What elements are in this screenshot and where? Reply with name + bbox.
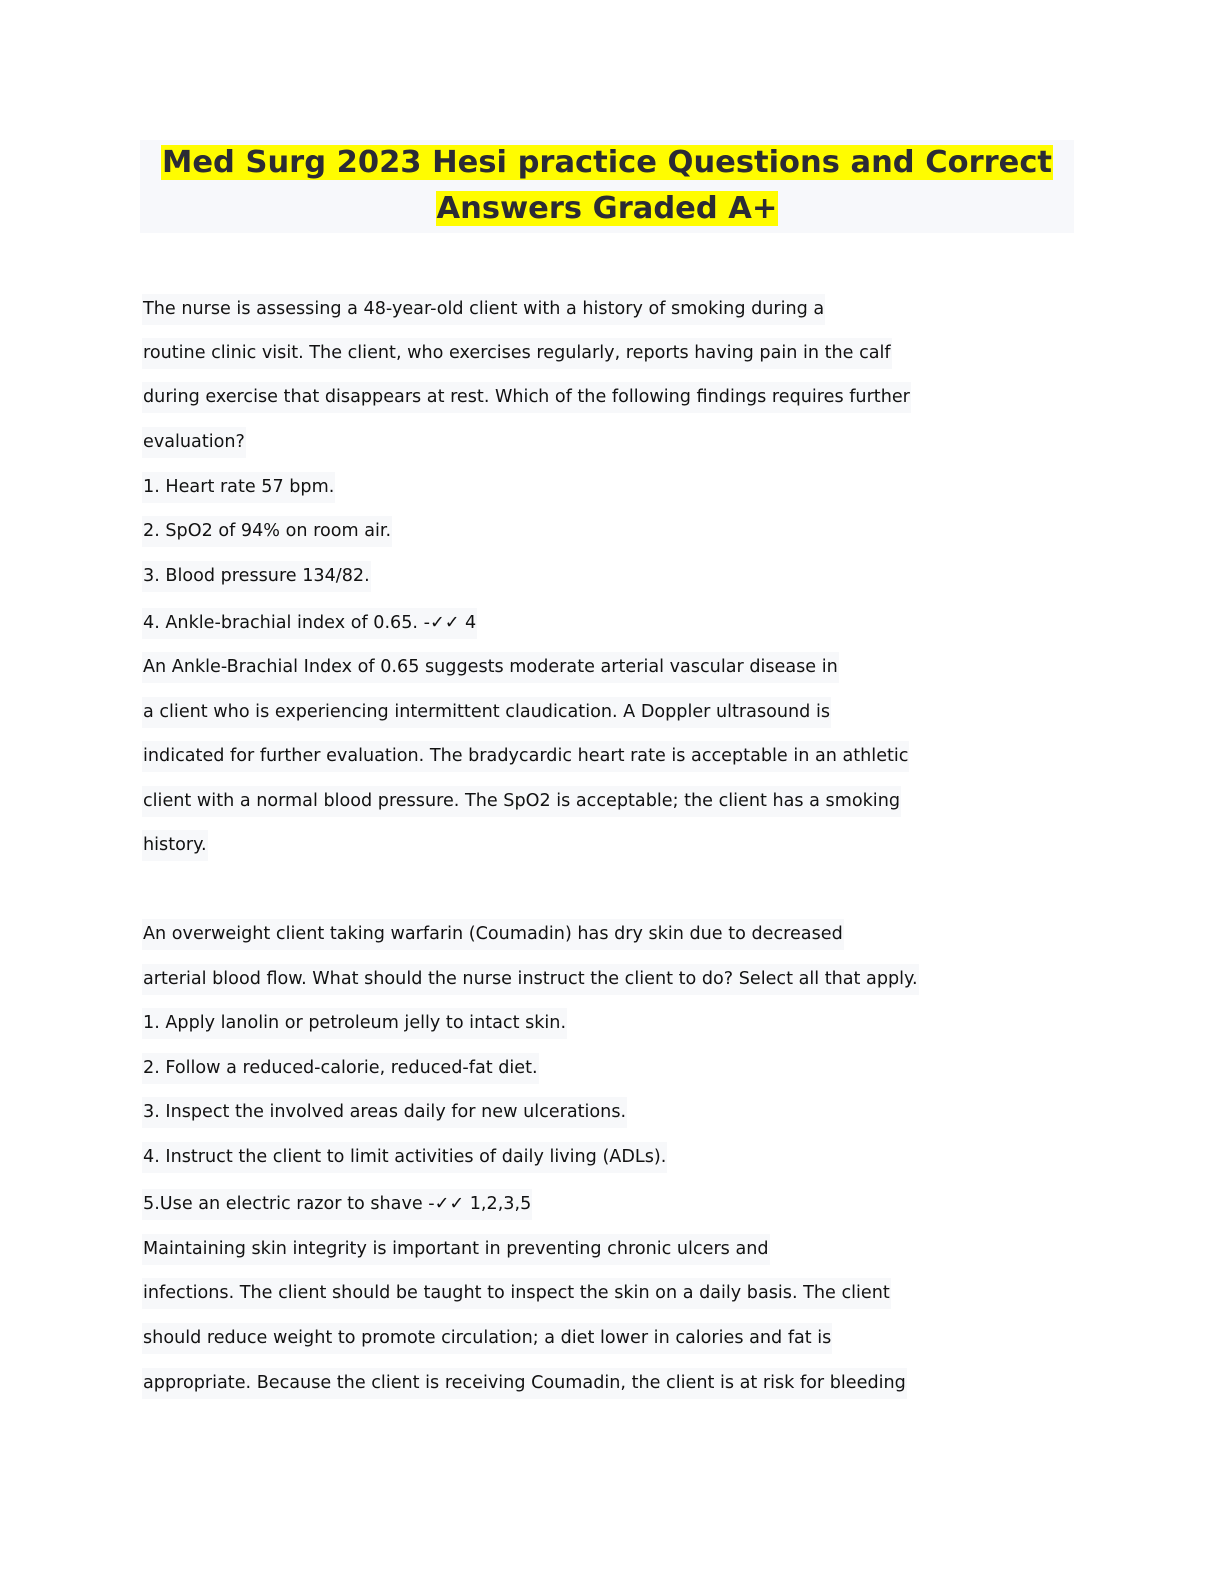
question-1-stem-line: routine clinic visit. The client, who exercises regularly, reports having pain in the calf [142, 338, 892, 369]
question-2-stem-line: An overweight client taking warfarin (Coumadin) has dry skin due to decreased [142, 919, 844, 950]
question-2-option: 4. Instruct the client to limit activities of daily living (ADLs). [142, 1142, 667, 1173]
question-2-option-last: 5.Use an electric razor to shave - [143, 1194, 435, 1214]
question-2-rationale-line: infections. The client should be taught to inspect the skin on a daily basis. The client [142, 1278, 891, 1309]
question-1-rationale-line: indicated for further evaluation. The bradycardic heart rate is acceptable in an athletic [142, 741, 909, 772]
question-2-option: 3. Inspect the involved areas daily for new ulcerations. [142, 1097, 627, 1128]
question-1-rationale-line: history. [142, 830, 208, 861]
question-1-answer-line [142, 608, 477, 639]
question-1-option: 2. SpO2 of 94% on room air. [142, 516, 392, 547]
question-2-rationale-line: Maintaining skin integrity is important in preventing chronic ulcers and [142, 1234, 770, 1265]
question-2-option: 1. Apply lanolin or petroleum jelly to intact skin. [142, 1008, 567, 1039]
question-1-answer: 4 [459, 613, 477, 633]
question-1-stem-line: The nurse is assessing a 48-year-old client with a history of smoking during a [142, 294, 825, 325]
question-2-option: 2. Follow a reduced-calorie, reduced-fat diet. [142, 1053, 539, 1084]
question-2-answer-line [142, 1189, 532, 1220]
question-2-stem-line: arterial blood flow. What should the nurse instruct the client to do? Select all that apply. [142, 964, 919, 995]
question-1-stem-line: during exercise that disappears at rest. Which of the following findings requires further [142, 382, 911, 413]
question-1-stem-line: evaluation? [142, 427, 246, 458]
question-1-rationale-line: An Ankle-Brachial Index of 0.65 suggests moderate arterial vascular disease in [142, 652, 839, 683]
checkmark-icon: ✓✓ [429, 613, 460, 633]
checkmark-icon: ✓✓ [434, 1194, 465, 1214]
question-1-rationale-line: a client who is experiencing intermittent claudication. A Doppler ultrasound is [142, 697, 831, 728]
document-title-block [140, 140, 1074, 233]
question-1-option: 3. Blood pressure 134/82. [142, 561, 371, 592]
question-2-rationale-line: appropriate. Because the client is receiving Coumadin, the client is at risk for bleeding [142, 1368, 907, 1399]
question-2-rationale-line: should reduce weight to promote circulation; a diet lower in calories and fat is [142, 1323, 832, 1354]
document-title-line-2: Answers Graded A+ [436, 191, 778, 226]
question-2-answer: 1,2,3,5 [464, 1194, 532, 1214]
document-title-line-1: Med Surg 2023 Hesi practice Questions and Correct [161, 145, 1053, 180]
question-1-option-last: 4. Ankle-brachial index of 0.65. - [143, 613, 430, 633]
question-1-rationale-line: client with a normal blood pressure. The SpO2 is acceptable; the client has a smoking [142, 786, 901, 817]
question-1-option: 1. Heart rate 57 bpm. [142, 472, 335, 503]
